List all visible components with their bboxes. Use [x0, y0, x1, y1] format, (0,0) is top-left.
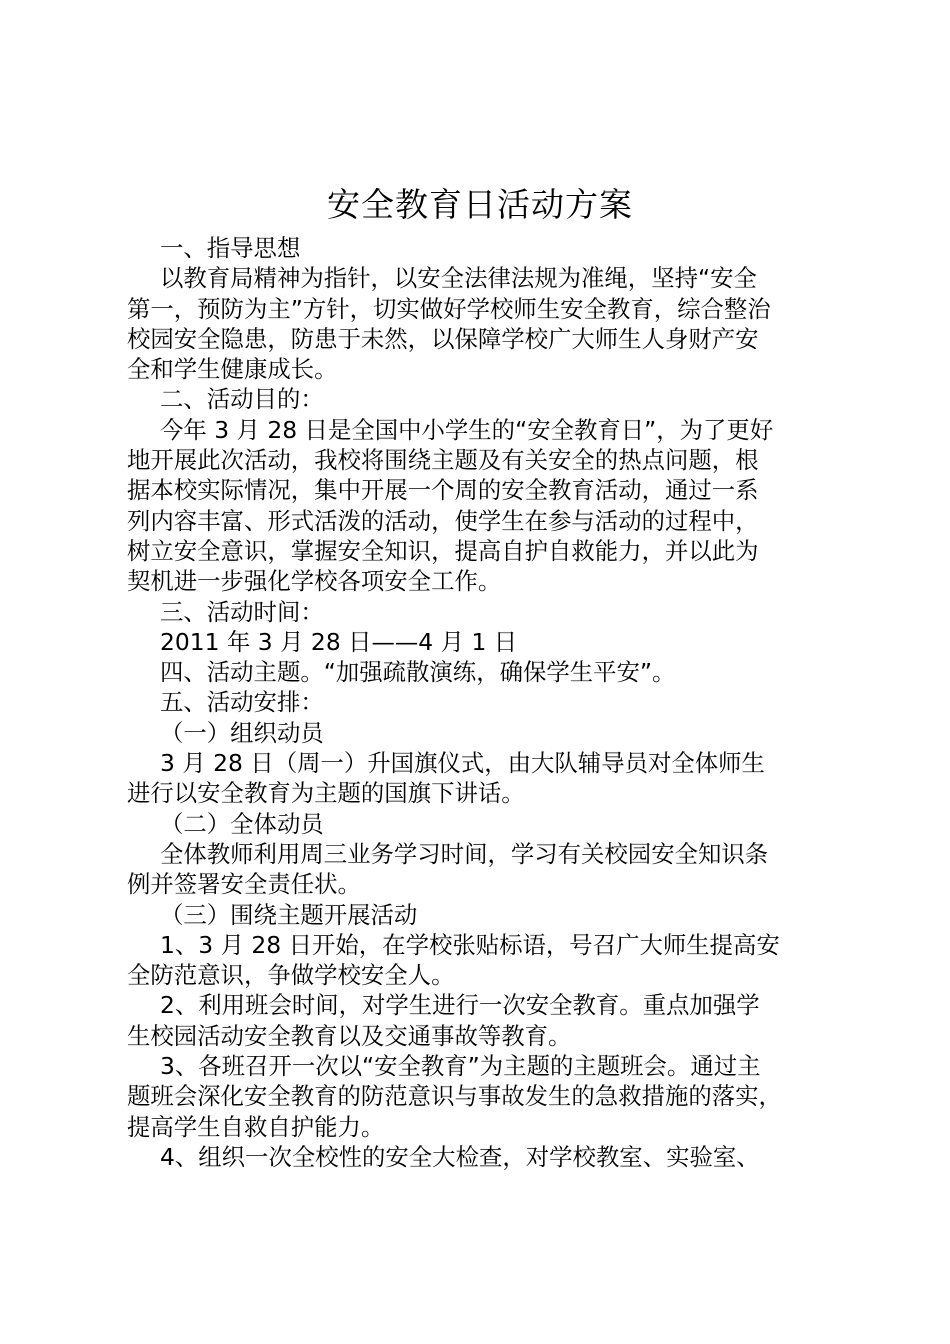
- document-title: 安全教育日活动方案: [327, 185, 633, 224]
- text-line: （二）全体动员: [160, 809, 324, 838]
- text-line: 第一，预防为主”方针，切实做好学校师生安全教育，综合整治: [127, 294, 771, 323]
- text-line: 3 月 28 日（周一）升国旗仪式，由大队辅导员对全体师生: [160, 749, 765, 778]
- text-line: 今年 3 月 28 日是全国中小学生的“安全教育日”，为了更好: [160, 415, 774, 444]
- text-line: 1、3 月 28 日开始，在学校张贴标语，号召广大师生提高安: [160, 930, 780, 959]
- text-line: 提高学生自救自护能力。: [127, 1112, 385, 1141]
- text-line: 3、各班召开一次以“安全教育”为主题的主题班会。通过主: [160, 1052, 761, 1081]
- text-line: 地开展此次活动，我校将围绕主题及有关安全的热点问题，根: [127, 446, 759, 475]
- text-line: 一、指导思想: [160, 234, 301, 262]
- text-line: 据本校实际情况，集中开展一个周的安全教育活动，通过一系: [127, 476, 759, 505]
- text-line: 二、活动目的：: [160, 385, 324, 414]
- text-line: 四、活动主题。“加强疏散演练，确保学生平安”。: [160, 658, 676, 687]
- text-line: 2011 年 3 月 28 日——4 月 1 日: [160, 627, 518, 656]
- text-line: （一）组织动员: [160, 718, 324, 747]
- text-line: 全和学生健康成长。: [127, 355, 338, 384]
- document-body: [127, 233, 837, 1172]
- text-line: 题班会深化安全教育的防范意识与事故发生的急救措施的落实，: [127, 1082, 782, 1111]
- text-line: 生校园活动安全教育以及交通事故等教育。: [127, 1021, 572, 1050]
- text-line: 2、利用班会时间，对学生进行一次安全教育。重点加强学: [160, 991, 760, 1020]
- text-line: 全防范意识，争做学校安全人。: [127, 961, 455, 990]
- text-line: 五、活动安排：: [160, 688, 324, 717]
- text-line: 例并签署安全责任状。: [127, 870, 361, 899]
- text-line: 三、活动时间：: [160, 597, 324, 626]
- text-line: 树立安全意识，掌握安全知识，提高自护自救能力，并以此为: [127, 536, 759, 565]
- text-line: 全体教师利用周三业务学习时间，学习有关校园安全知识条: [160, 839, 769, 868]
- text-line: 契机进一步强化学校各项安全工作。: [127, 567, 502, 596]
- text-line: 列内容丰富、形式活泼的活动，使学生在参与活动的过程中，: [127, 506, 759, 535]
- text-line: 以教育局精神为指针，以安全法律法规为准绳，坚持“安全: [160, 264, 757, 293]
- text-line: 4、组织一次全校性的安全大检查，对学校教室、实验室、: [160, 1142, 760, 1171]
- text-line: 进行以安全教育为主题的国旗下讲话。: [127, 779, 525, 808]
- text-line: 校园安全隐患，防患于未然，以保障学校广大师生人身财产安: [127, 324, 759, 353]
- text-line: （三）围绕主题开展活动: [160, 900, 418, 929]
